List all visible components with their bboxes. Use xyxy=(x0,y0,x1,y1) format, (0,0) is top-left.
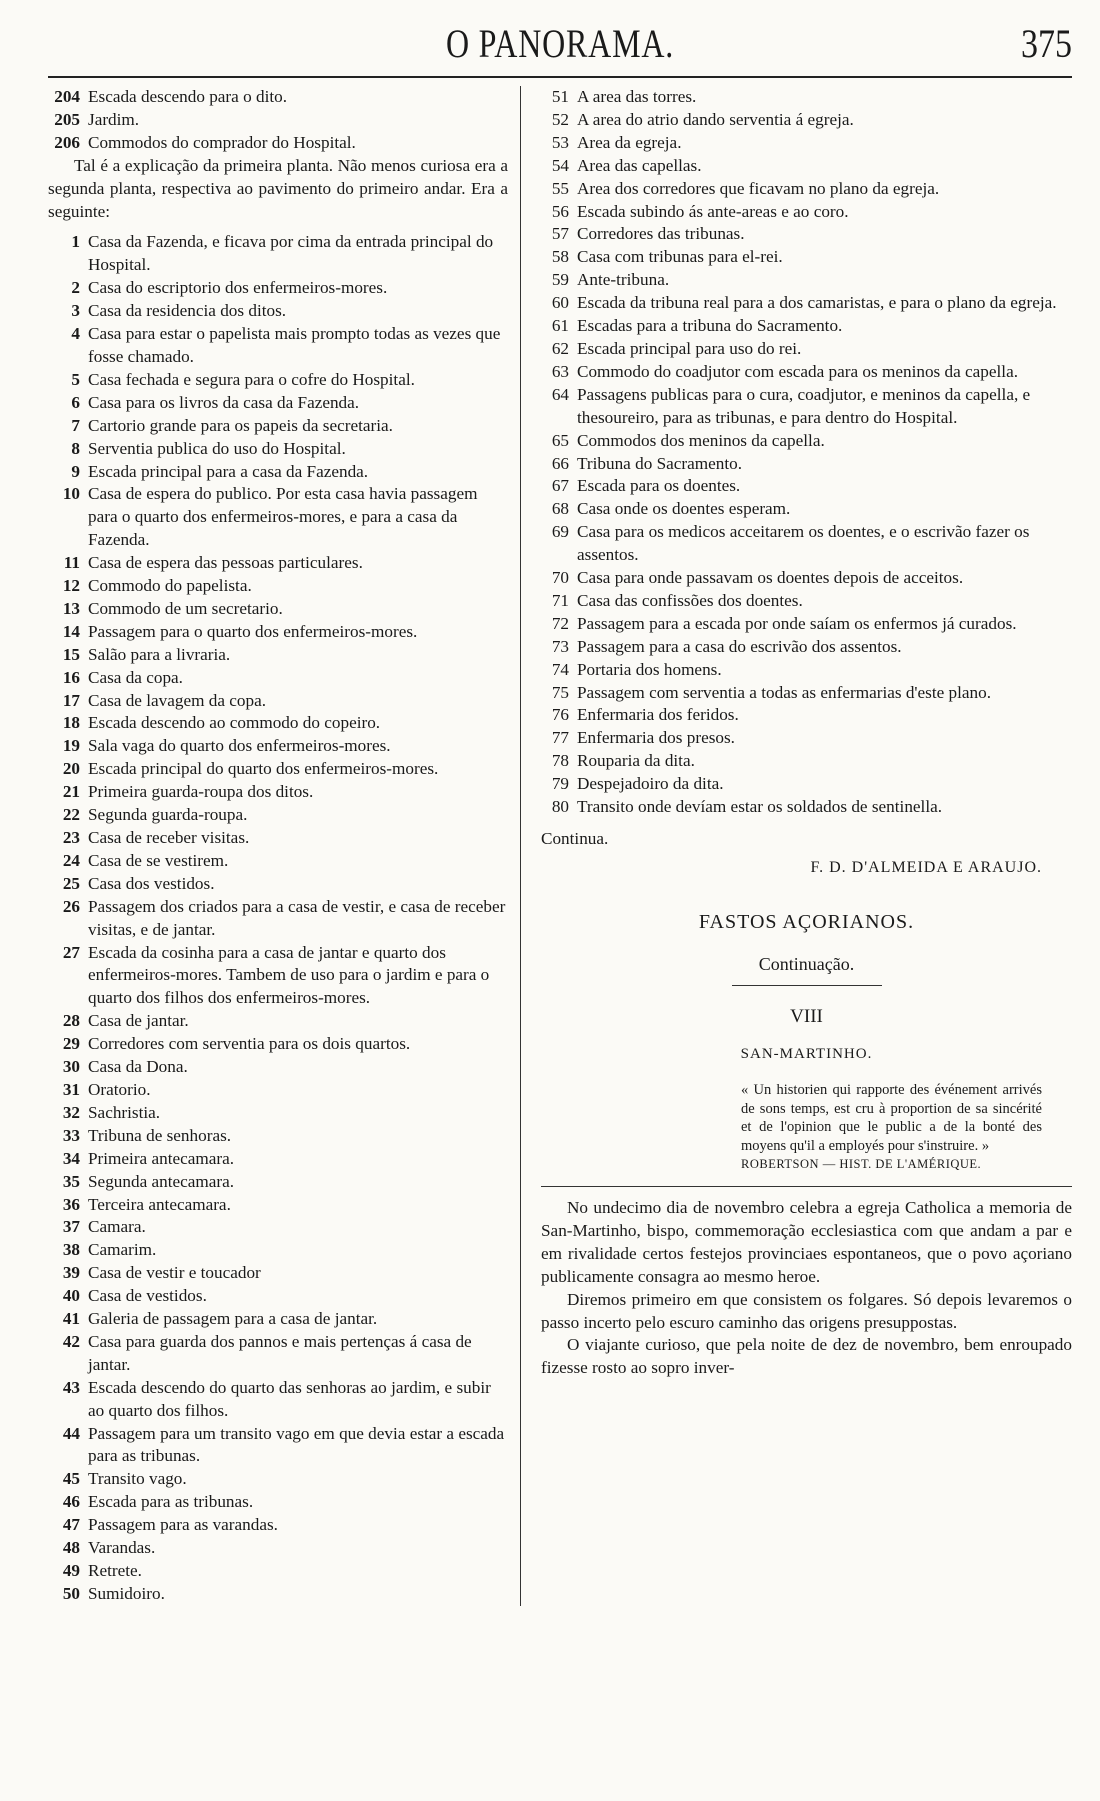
item-text: Tribuna do Sacramento. xyxy=(577,453,743,473)
item-number: 78 xyxy=(551,751,569,771)
item-text: Sala vaga do quarto dos enfermeiros-mores. xyxy=(88,736,391,756)
item-number: 19 xyxy=(62,736,80,756)
chapter-number: VIII xyxy=(790,1006,823,1027)
section-title: FASTOS AÇORIANOS. xyxy=(698,911,915,933)
item-number: 52 xyxy=(551,109,569,129)
list-item xyxy=(541,475,1072,498)
item-text: Escada para as tribunas. xyxy=(88,1492,254,1512)
item-text: Jardim. xyxy=(88,109,140,129)
item-text: A area do atrio dando serventia á egreja. xyxy=(577,109,854,129)
list-item xyxy=(48,1171,508,1194)
item-text: Segunda antecamara. xyxy=(88,1171,235,1191)
item-number: 9 xyxy=(71,461,80,481)
list-item xyxy=(541,659,1072,682)
item-text: Area da egreja. xyxy=(577,132,682,152)
list-item xyxy=(541,636,1072,659)
left-column xyxy=(48,86,520,1606)
item-text: Escada principal para a casa da Fazenda. xyxy=(88,461,369,481)
item-text: Despejadoiro da dita. xyxy=(577,774,724,794)
item-number: 73 xyxy=(551,636,569,656)
list-item xyxy=(48,667,508,690)
item-text: Escada subindo ás ante-areas e ao coro. xyxy=(577,201,849,221)
list-item xyxy=(48,1033,508,1056)
item-text: Primeira antecamara. xyxy=(88,1148,235,1168)
list-item xyxy=(541,315,1072,338)
item-number: 4 xyxy=(71,324,80,344)
item-number: 49 xyxy=(62,1561,80,1580)
item-text: Rouparia da dita. xyxy=(577,751,695,771)
item-text: Retrete. xyxy=(88,1561,142,1580)
item-text: Enfermaria dos presos. xyxy=(577,728,735,748)
list-item xyxy=(541,750,1072,773)
item-text: Tribuna de senhoras. xyxy=(88,1125,232,1145)
list-item xyxy=(48,461,508,484)
list-item xyxy=(48,323,508,369)
item-number: 38 xyxy=(62,1240,80,1260)
item-text: Passagem para as varandas. xyxy=(88,1515,278,1535)
item-text: Casa fechada e segura para o cofre do Hospital. xyxy=(88,369,415,389)
divider xyxy=(541,1186,1072,1187)
list-item xyxy=(48,1056,508,1079)
item-text: Serventia publica do uso do Hospital. xyxy=(88,438,346,458)
item-number: 36 xyxy=(62,1194,80,1214)
item-number: 31 xyxy=(62,1079,80,1099)
list-item xyxy=(541,521,1072,567)
item-text: Escada principal do quarto dos enfermeiros-mores. xyxy=(88,759,439,779)
item-text: Oratorio. xyxy=(88,1079,151,1099)
item-text: Enfermaria dos feridos. xyxy=(577,705,739,725)
item-number: 2 xyxy=(71,278,80,298)
list-item xyxy=(48,109,508,132)
continua-label: Continua. xyxy=(541,829,609,848)
list-item xyxy=(541,590,1072,613)
list-item xyxy=(48,873,508,896)
item-number: 67 xyxy=(551,476,569,496)
item-number: 29 xyxy=(62,1034,80,1054)
item-text: Commodo do papelista. xyxy=(88,576,252,596)
item-text: Casa da copa. xyxy=(88,667,183,687)
epigraph: « Un historien qui rapporte des événement arrivés de sons temps, est cru à proportion de sa sincérité et de l'opinion que le public a de la bonté des moyens qu'il a employés pour s'instruire. » xyxy=(741,1082,1042,1154)
list-item xyxy=(48,277,508,300)
item-number: 62 xyxy=(551,338,569,358)
item-number: 77 xyxy=(551,728,569,748)
list-item xyxy=(48,1239,508,1262)
list-item xyxy=(48,690,508,713)
list-item xyxy=(48,132,508,155)
item-number: 60 xyxy=(551,293,569,313)
item-text: Casa de receber visitas. xyxy=(88,828,250,847)
intro-paragraph: Tal é a explicação da primeira planta. Não menos curiosa era a segunda planta, respectiva ao pavimento do primeiro andar. Era a seguinte: xyxy=(48,155,508,221)
list-item xyxy=(541,269,1072,292)
list-item xyxy=(541,292,1072,315)
epigraph-source: ROBERTSON — HIST. DE L'AMÉRIQUE. xyxy=(741,1157,982,1171)
list-item xyxy=(48,1491,508,1514)
item-text: Segunda guarda-roupa. xyxy=(88,805,248,825)
list-item xyxy=(48,1514,508,1537)
list-item xyxy=(48,1331,508,1377)
item-text: Passagens publicas para o cura, coadjutor, e meninos da capella, e thesoureiro, para as tribunas, e para dentro do Hospital. xyxy=(577,384,1031,427)
list-item xyxy=(48,1010,508,1033)
list-item xyxy=(541,178,1072,201)
list-item xyxy=(48,1537,508,1560)
item-number: 33 xyxy=(62,1125,80,1145)
item-number: 3 xyxy=(71,301,80,321)
list-item xyxy=(48,86,508,109)
item-number: 61 xyxy=(551,316,569,336)
item-text: Casa dos vestidos. xyxy=(88,873,215,893)
publication-title: O PANORAMA. xyxy=(445,21,675,66)
divider xyxy=(732,985,882,986)
list-item xyxy=(48,552,508,575)
item-text: Transito onde devíam estar os soldados de sentinella. xyxy=(577,797,943,817)
item-number: 40 xyxy=(62,1286,80,1306)
item-text: Casa para os medicos acceitarem os doentes, e o escrivão fazer os assentos. xyxy=(577,522,1030,565)
item-number: 64 xyxy=(551,384,569,404)
right-column xyxy=(520,86,1072,1606)
item-text: Casa para onde passavam os doentes depois de acceitos. xyxy=(577,568,964,588)
item-text: Corredores com serventia para os dois quartos. xyxy=(88,1034,411,1054)
list-item xyxy=(48,438,508,461)
item-text: Ante-tribuna. xyxy=(577,270,670,290)
item-number: 8 xyxy=(71,438,80,458)
item-number: 44 xyxy=(62,1423,80,1443)
item-number: 42 xyxy=(62,1331,80,1351)
item-text: A area das torres. xyxy=(577,87,697,106)
item-text: Casa de lavagem da copa. xyxy=(88,690,267,710)
list-item xyxy=(48,369,508,392)
list-item xyxy=(48,1262,508,1285)
list-item xyxy=(48,231,508,277)
item-number: 53 xyxy=(551,132,569,152)
list-item xyxy=(48,1583,508,1606)
paragraph: O viajante curioso, que pela noite de dez de novembro, bem enroupado fizesse rosto ao sopro inver- xyxy=(541,1335,1072,1378)
item-number: 43 xyxy=(62,1377,80,1397)
item-text: Escada da tribuna real para a dos camaristas, e para o plano da egreja. xyxy=(577,293,1057,313)
item-text: Casa onde os doentes esperam. xyxy=(577,499,791,519)
list-item xyxy=(48,621,508,644)
item-text: Terceira antecamara. xyxy=(88,1194,231,1214)
item-number: 65 xyxy=(551,430,569,450)
item-text: Cartorio grande para os papeis da secretaria. xyxy=(88,415,393,435)
item-text: Area dos corredores que ficavam no plano da egreja. xyxy=(577,178,940,198)
item-text: Casa de vestidos. xyxy=(88,1286,207,1306)
item-number: 46 xyxy=(62,1492,80,1512)
list-item xyxy=(48,1560,508,1583)
list-item xyxy=(48,781,508,804)
item-number: 57 xyxy=(551,224,569,244)
item-number: 30 xyxy=(62,1057,80,1077)
item-text: Casa de vestir e toucador xyxy=(88,1263,261,1283)
item-text: Transito vago. xyxy=(88,1469,187,1489)
list-item xyxy=(541,246,1072,269)
page-number: 375 xyxy=(1021,21,1072,66)
list-item xyxy=(48,1148,508,1171)
left-top-entries xyxy=(48,86,508,155)
item-text: Casa de espera do publico. Por esta casa havia passagem para o quarto dos enfermeiros-mores, e para a casa da Fazenda. xyxy=(88,484,478,550)
item-number: 28 xyxy=(62,1011,80,1031)
item-number: 80 xyxy=(551,797,569,817)
item-text: Commodos dos meninos da capella. xyxy=(577,430,825,450)
list-item xyxy=(48,758,508,781)
list-item xyxy=(541,361,1072,384)
list-item xyxy=(48,850,508,873)
item-number: 35 xyxy=(62,1171,80,1191)
list-item xyxy=(48,1102,508,1125)
list-item xyxy=(48,1468,508,1491)
list-item xyxy=(541,498,1072,521)
item-number: 79 xyxy=(551,774,569,794)
item-number: 12 xyxy=(62,576,80,596)
list-item xyxy=(541,704,1072,727)
item-number: 26 xyxy=(62,896,80,916)
item-text: Primeira guarda-roupa dos ditos. xyxy=(88,782,314,802)
item-text: Escada descendo ao commodo do copeiro. xyxy=(88,713,381,733)
item-number: 206 xyxy=(54,132,80,152)
list-item xyxy=(541,567,1072,590)
item-number: 22 xyxy=(62,805,80,825)
item-number: 24 xyxy=(62,850,80,870)
signature: F. D. D'ALMEIDA E ARAUJO. xyxy=(810,859,1042,876)
item-text: Casa da Fazenda, e ficava por cima da entrada principal do Hospital. xyxy=(88,232,494,275)
item-text: Passagem para a escada por onde saíam os enfermos já curados. xyxy=(577,613,1017,633)
item-number: 75 xyxy=(551,682,569,702)
item-text: Area das capellas. xyxy=(577,155,702,175)
item-number: 10 xyxy=(62,484,80,504)
list-item xyxy=(541,338,1072,361)
item-number: 21 xyxy=(62,782,80,802)
list-item xyxy=(48,1377,508,1423)
list-item xyxy=(48,575,508,598)
list-item xyxy=(48,644,508,667)
item-number: 25 xyxy=(62,873,80,893)
item-text: Casa da Dona. xyxy=(88,1057,188,1077)
right-entries xyxy=(541,86,1072,819)
item-text: Portaria dos homens. xyxy=(577,659,722,679)
page-header xyxy=(48,14,1072,78)
item-number: 205 xyxy=(54,109,80,129)
item-number: 11 xyxy=(63,553,80,573)
item-text: Casa de jantar. xyxy=(88,1011,189,1031)
item-number: 7 xyxy=(71,415,80,435)
list-item xyxy=(48,1125,508,1148)
item-text: Camara. xyxy=(88,1217,146,1237)
item-text: Casa da residencia dos ditos. xyxy=(88,301,287,321)
item-text: Escadas para a tribuna do Sacramento. xyxy=(577,316,843,336)
list-item xyxy=(48,483,508,552)
list-item xyxy=(48,735,508,758)
item-number: 20 xyxy=(62,759,80,779)
item-number: 74 xyxy=(551,659,569,679)
list-item xyxy=(48,942,508,1011)
item-number: 37 xyxy=(62,1217,80,1237)
list-item xyxy=(541,155,1072,178)
list-item xyxy=(541,86,1072,109)
item-text: Casa para estar o papelista mais prompto todas as vezes que fosse chamado. xyxy=(88,324,501,366)
item-text: Casa para guarda dos pannos e mais pertenças á casa de jantar. xyxy=(88,1331,472,1374)
item-text: Galeria de passagem para a casa de jantar. xyxy=(88,1309,378,1329)
paragraph: Diremos primeiro em que consistem os folgares. Só depois levaremos o passo incerto pelo escuro caminho das origens presuppostas. xyxy=(541,1289,1072,1332)
list-item xyxy=(541,132,1072,155)
item-number: 59 xyxy=(551,270,569,290)
item-text: Escada descendo do quarto das senhoras ao jardim, e subir ao quarto dos filhos. xyxy=(88,1377,491,1420)
item-text: Casa das confissões dos doentes. xyxy=(577,590,803,610)
item-text: Escada principal para uso do rei. xyxy=(577,338,802,358)
two-column-body xyxy=(48,86,1072,1606)
item-number: 1 xyxy=(71,232,80,252)
paragraph: No undecimo dia de novembro celebra a egreja Catholica a memoria de San-Martinho, bispo, commemoração ecclesiastica com que andam a par e em rivalidade certos festejos provinciaes espontaneos, que o povo açoriano publicamente consagra ao mesmo heroe. xyxy=(541,1198,1072,1286)
item-text: Passagem para um transito vago em que devia estar a escada para as tribunas. xyxy=(88,1423,505,1466)
item-number: 34 xyxy=(62,1148,80,1168)
item-number: 58 xyxy=(551,247,569,267)
item-text: Casa para os livros da casa da Fazenda. xyxy=(88,392,360,412)
item-number: 71 xyxy=(551,590,569,610)
item-number: 6 xyxy=(71,392,80,412)
list-item xyxy=(48,598,508,621)
item-number: 63 xyxy=(551,361,569,381)
item-text: Casa do escriptorio dos enfermeiros-mores. xyxy=(88,278,388,298)
list-item xyxy=(48,392,508,415)
item-number: 47 xyxy=(62,1515,80,1535)
item-text: Sumidoiro. xyxy=(88,1583,165,1603)
list-item xyxy=(541,773,1072,796)
item-text: Passagem dos criados para a casa de vestir, e casa de receber visitas, e de jantar. xyxy=(88,896,506,939)
item-number: 204 xyxy=(54,87,80,106)
item-number: 72 xyxy=(551,613,569,633)
list-item xyxy=(541,201,1072,224)
item-text: Sachristia. xyxy=(88,1102,161,1122)
continuation-label: Continuação. xyxy=(758,954,855,974)
list-item xyxy=(48,415,508,438)
list-item xyxy=(48,1308,508,1331)
list-item xyxy=(48,1079,508,1102)
list-item xyxy=(48,804,508,827)
item-number: 39 xyxy=(62,1263,80,1283)
item-number: 54 xyxy=(551,155,569,175)
item-number: 17 xyxy=(62,690,80,710)
item-text: Casa com tribunas para el-rei. xyxy=(577,247,783,267)
item-number: 5 xyxy=(71,369,80,389)
item-number: 68 xyxy=(551,499,569,519)
list-item xyxy=(541,796,1072,819)
list-item xyxy=(48,896,508,942)
item-number: 70 xyxy=(551,568,569,588)
item-text: Salão para a livraria. xyxy=(88,644,231,664)
item-number: 66 xyxy=(551,453,569,473)
article-body xyxy=(541,1197,1072,1380)
chapter-title: SAN-MARTINHO. xyxy=(740,1046,873,1062)
item-number: 45 xyxy=(62,1469,80,1489)
item-text: Camarim. xyxy=(88,1240,157,1260)
item-text: Passagem com serventia a todas as enfermarias d'este plano. xyxy=(577,682,992,702)
list-item xyxy=(541,223,1072,246)
item-number: 27 xyxy=(62,942,80,962)
list-item xyxy=(541,682,1072,705)
item-number: 76 xyxy=(551,705,569,725)
item-text: Corredores das tribunas. xyxy=(577,224,745,244)
list-item xyxy=(541,109,1072,132)
item-number: 50 xyxy=(62,1583,80,1603)
item-number: 48 xyxy=(62,1538,80,1558)
item-text: Commodos do comprador do Hospital. xyxy=(88,132,356,152)
item-text: Escada descendo para o dito. xyxy=(88,87,288,106)
item-number: 32 xyxy=(62,1102,80,1122)
item-text: Casa de se vestirem. xyxy=(88,850,229,870)
item-text: Varandas. xyxy=(88,1538,156,1558)
item-text: Casa de espera das pessoas particulares. xyxy=(88,553,363,573)
list-item xyxy=(48,712,508,735)
list-item xyxy=(541,384,1072,430)
list-item xyxy=(541,453,1072,476)
item-text: Passagem para o quarto dos enfermeiros-mores. xyxy=(88,621,418,641)
item-number: 51 xyxy=(551,87,569,106)
item-number: 69 xyxy=(551,522,569,542)
list-item xyxy=(48,827,508,850)
item-number: 13 xyxy=(62,598,80,618)
item-text: Commodo do coadjutor com escada para os meninos da capella. xyxy=(577,361,1019,381)
list-item xyxy=(48,1194,508,1217)
item-number: 18 xyxy=(62,713,80,733)
list-item xyxy=(541,613,1072,636)
item-text: Commodo de um secretario. xyxy=(88,598,283,618)
item-number: 56 xyxy=(551,201,569,221)
item-number: 55 xyxy=(551,178,569,198)
left-entries xyxy=(48,231,508,1605)
list-item xyxy=(48,300,508,323)
list-item xyxy=(48,1285,508,1308)
list-item xyxy=(48,1423,508,1469)
list-item xyxy=(48,1216,508,1239)
item-text: Passagem para a casa do escrivão dos assentos. xyxy=(577,636,902,656)
item-number: 15 xyxy=(62,644,80,664)
item-number: 41 xyxy=(62,1309,80,1329)
item-number: 23 xyxy=(62,828,80,847)
item-text: Escada da cosinha para a casa de jantar e quarto dos enfermeiros-mores. Tambem de uso para o jardim e para o quarto dos filhos dos enfermeiros-mores. xyxy=(88,942,490,1008)
list-item xyxy=(541,727,1072,750)
item-number: 14 xyxy=(62,621,80,641)
item-text: Escada para os doentes. xyxy=(577,476,741,496)
item-number: 16 xyxy=(62,667,80,687)
list-item xyxy=(541,430,1072,453)
